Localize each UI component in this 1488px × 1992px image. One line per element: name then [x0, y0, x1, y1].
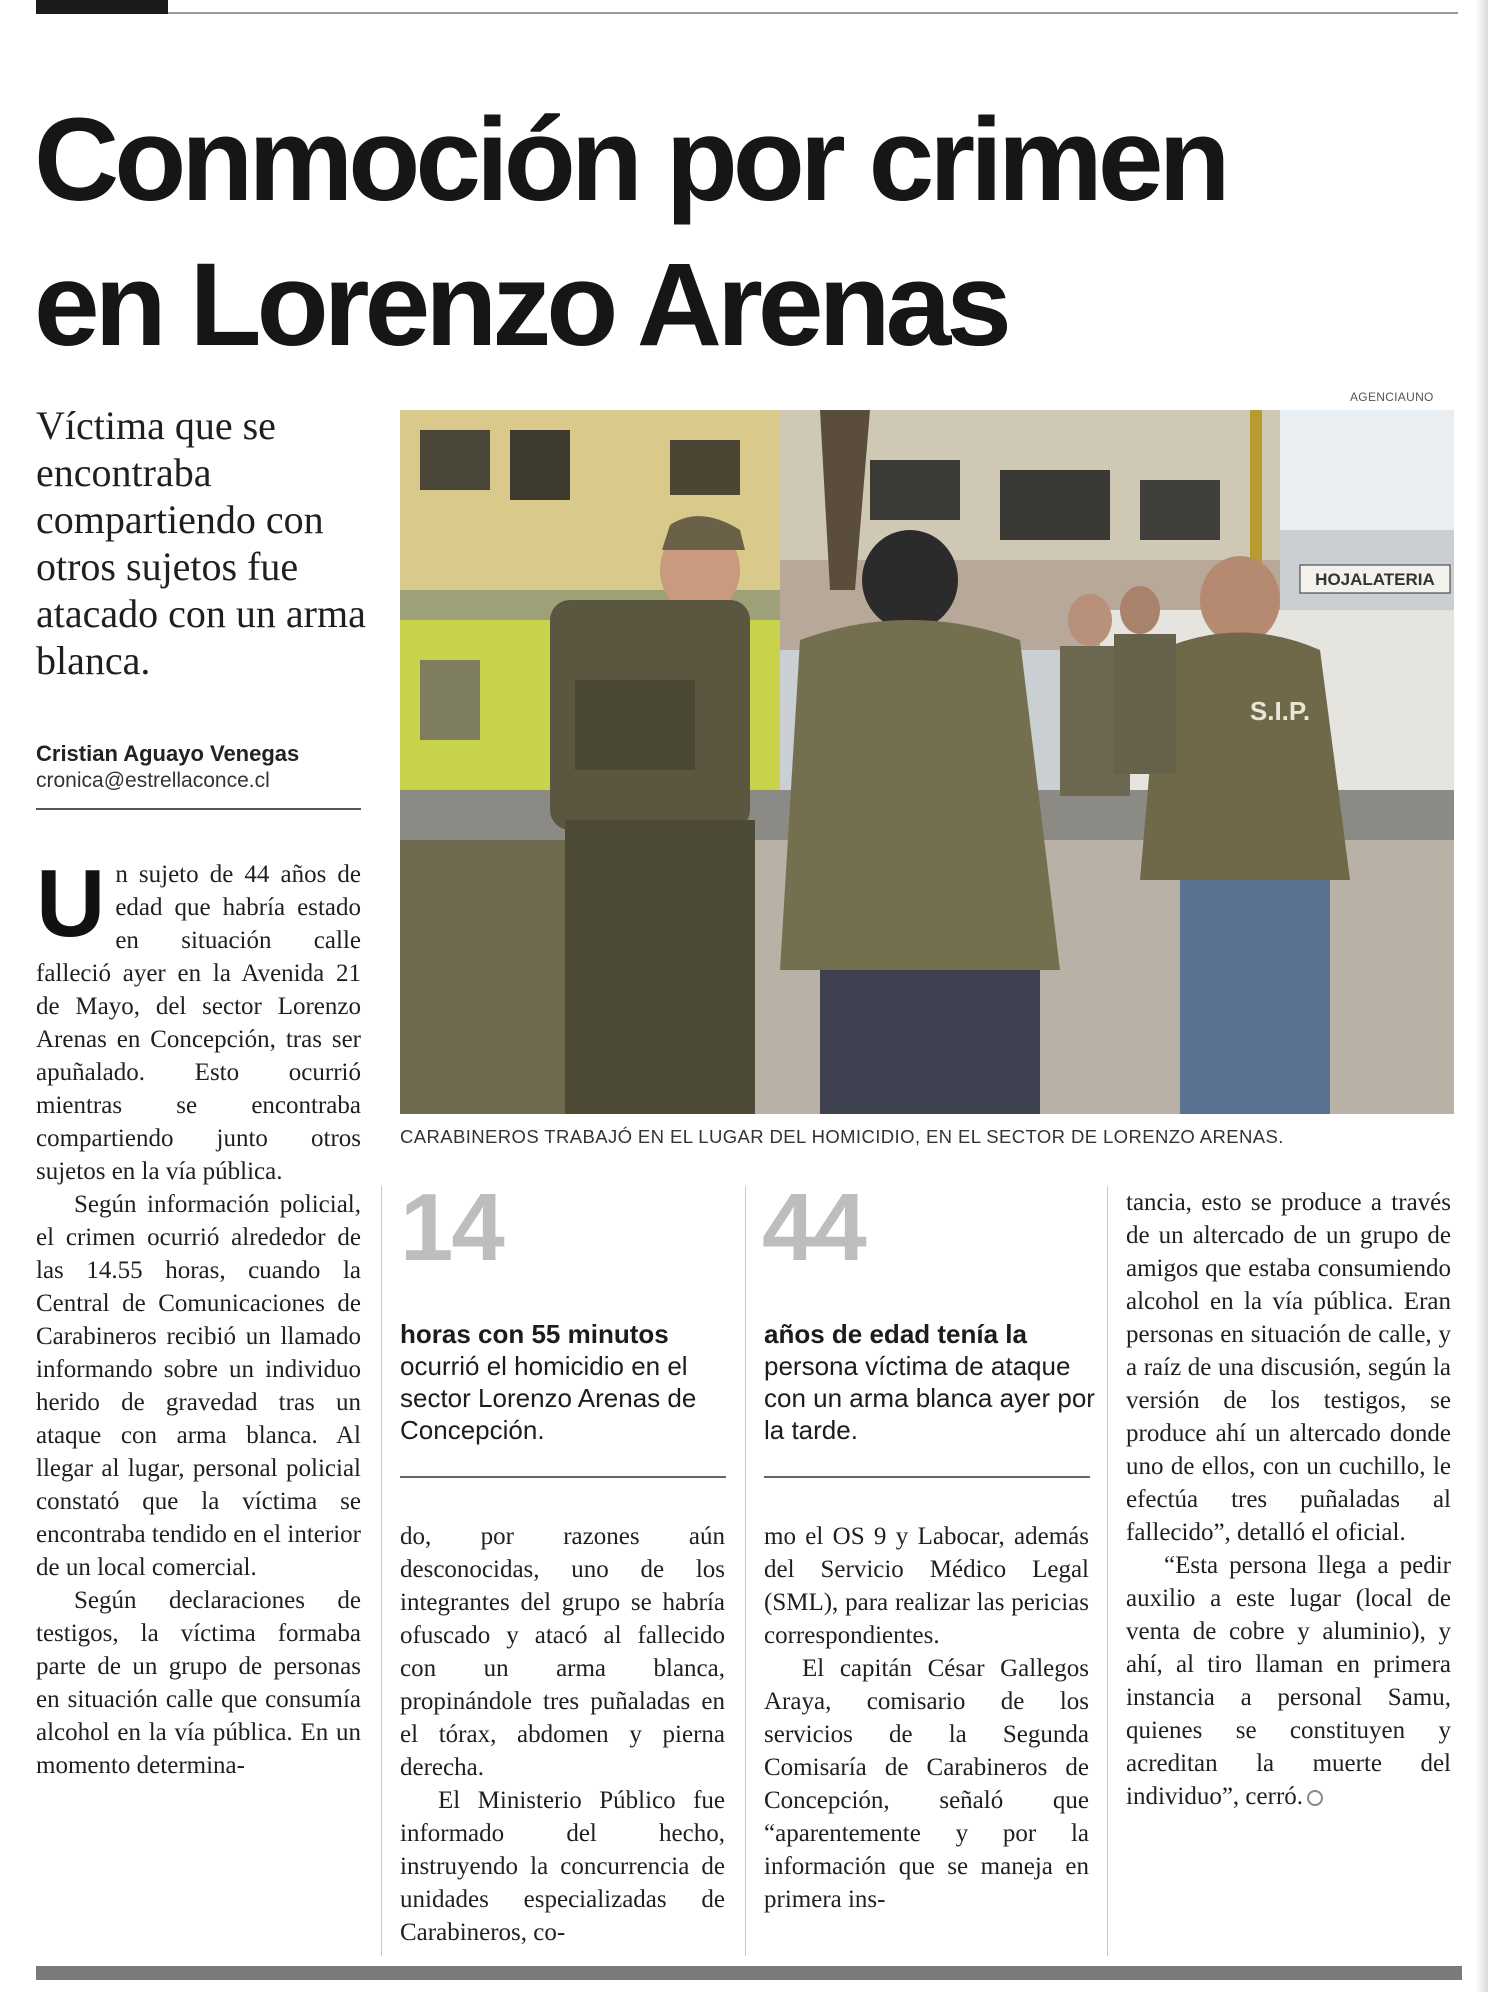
- article-column-2: [400, 1520, 725, 1949]
- paragraph-9: [1126, 1549, 1451, 1813]
- author-name: Cristian Aguayo Venegas: [36, 741, 300, 766]
- column-divider: [381, 1186, 382, 1956]
- column-divider: [1107, 1186, 1108, 1956]
- stat-rule: [400, 1476, 726, 1478]
- headline: [34, 88, 1464, 378]
- shop-sign-text: HOJALATERIA: [1315, 570, 1435, 589]
- stat-description-age: [764, 1318, 1099, 1446]
- paragraph-5: El Ministerio Público fue informado del hecho, instruyendo la concurrencia de unidades especializadas de Carabineros, co-: [400, 1787, 725, 1946]
- paragraph-3: Según declaraciones de testigos, la víctima formaba parte de un grupo de personas en situación calle que consumía alcohol en la vía pública. En un momento determina-: [36, 1587, 361, 1779]
- byline: [36, 740, 366, 794]
- end-mark-icon: [1307, 1790, 1323, 1806]
- paragraph-9-text: “Esta persona llega a pedir auxilio a este lugar (local de venta de cobre y aluminio), y ahí, al tiro llaman en primera instancia a personal Samu, quienes se constituyen y acreditan la muerte del individuo”, cerró.: [1126, 1552, 1451, 1810]
- stat-number-hours: 14: [400, 1174, 503, 1281]
- article-column-3: [764, 1520, 1089, 1916]
- paragraph-4: do, por razones aún desconocidas, uno de los integrantes del grupo se habría ofuscado y atacó al fallecido con un arma blanca, propinándole tres puñaladas en el tórax, abdomen y pierna derecha.: [400, 1523, 725, 1781]
- article-column-1: [36, 850, 361, 1782]
- top-rule: [168, 12, 1458, 14]
- vest-text: S.I.P.: [1249, 696, 1311, 726]
- headline-line-1: Conmoción por crimen: [34, 94, 1226, 226]
- headline-line-2: en Lorenzo Arenas: [34, 239, 1007, 371]
- paragraph-1: [36, 850, 361, 1188]
- article-column-4: [1126, 1186, 1451, 1813]
- section-marker: [36, 0, 168, 14]
- column-divider: [745, 1186, 746, 1956]
- footer-bar: [36, 1966, 1462, 1980]
- stat-text-hours: ocurrió el homicidio en el sector Lorenzo Arenas de Concepción.: [400, 1351, 697, 1445]
- stat-number-age: 44: [762, 1174, 865, 1281]
- photo-credit: AGENCIAUNO: [1350, 390, 1434, 404]
- byline-rule: [36, 808, 361, 810]
- news-photo: [400, 410, 1454, 1114]
- paragraph-7: El capitán César Gallegos Araya, comisario de los servicios de la Segunda Comisaría de Carabineros de Concepción, señaló que “aparentemente y por la información que se maneja en primera ins-: [764, 1655, 1089, 1913]
- subheadline: Víctima que se encontraba compartiendo con otros sujetos fue atacado con un arma blanca.: [36, 403, 366, 683]
- paragraph-1-text: n sujeto de 44 años de edad que habría estado en situación calle falleció ayer en la Avenida 21 de Mayo, del sector Lorenzo Arenas en Concepción, tras ser apuñalado. Esto ocurrió mientras se encontraba compartiendo junto otros sujetos en la vía pública.: [36, 861, 361, 1185]
- photo-illustration: [400, 410, 1454, 1114]
- paragraph-2: Según información policial, el crimen ocurrió alrededor de las 14.55 horas, cuando la Central de Comunicaciones de Carabineros recibió un llamado informando sobre un individuo herido de gravedad tras un ataque con arma blanca. Al llegar al lugar, personal policial constató que la víctima se encontraba tendido en el interior de un local comercial.: [36, 1191, 361, 1581]
- stat-text-age: persona víctima de ataque con un arma blanca ayer por la tarde.: [764, 1351, 1095, 1445]
- paragraph-6: mo el OS 9 y Labocar, además del Servicio Médico Legal (SML), para realizar las pericias correspondientes.: [764, 1523, 1089, 1649]
- photo-caption: CARABINEROS TRABAJÓ EN EL LUGAR DEL HOMICIDIO, EN EL SECTOR DE LORENZO ARENAS.: [400, 1126, 1284, 1147]
- author-email: cronica@estrellaconce.cl: [36, 769, 270, 792]
- stat-bold-hours: horas con 55 minutos: [400, 1319, 669, 1349]
- drop-cap: U: [36, 850, 106, 957]
- stat-bold-age: años de edad tenía la: [764, 1319, 1027, 1349]
- stat-rule: [764, 1476, 1090, 1478]
- paragraph-8: tancia, esto se produce a través de un altercado de un grupo de amigos que estaba consumiendo alcohol en la vía pública. Eran personas en situación de calle, y a raíz de una discusión, según la versión de los testigos, se produce ahí un altercado donde uno de ellos, con un cuchillo, le efectúa tres puñaladas al fallecido”, detalló el oficial.: [1126, 1189, 1451, 1546]
- page-edge-shadow: [1476, 0, 1488, 1992]
- stat-description-hours: [400, 1318, 735, 1446]
